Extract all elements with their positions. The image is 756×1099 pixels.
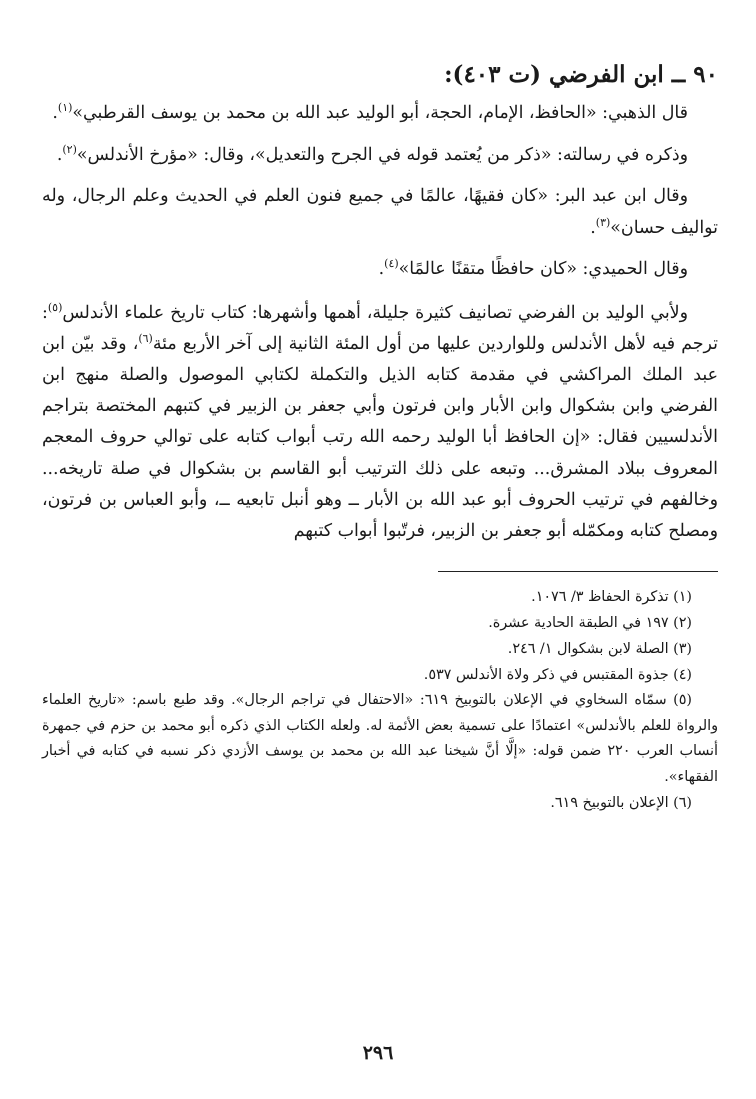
paragraph-text: : ترجم فيه لأهل الأندلس وللواردين عليها من أول المئة الثانية إلى آخر الأربع مئة (42, 302, 718, 354)
footnotes (42, 584, 718, 816)
footnote-2: (٢) ١٩٧ في الطبقة الحادية عشرة. (488, 615, 692, 632)
footnote-ref: (٣) (595, 215, 611, 229)
footnote-ref: (٦) (138, 331, 153, 345)
paragraph-text: وقال الحميدي: «كان حافظًا متقنًا عالمًا» (398, 259, 688, 279)
entry-heading: ٩٠ ــ ابن الفرضي (ت ٤٠٣): (444, 61, 718, 88)
paragraph-end: . (56, 144, 63, 165)
paragraph-end: . (378, 259, 385, 279)
footnote-ref: (٥) (47, 300, 63, 314)
footnote-ref: (٤) (384, 257, 399, 271)
paragraph-works (42, 298, 718, 548)
paragraph-end: . (52, 103, 58, 123)
paragraph-humaydi (42, 254, 718, 286)
paragraph-text: وقال ابن عبد البر: «كان فقيهًا، عالمًا في جميع فنون العلم في الحديث وعلم الرجال، وله تواليف حسان» (42, 186, 718, 238)
paragraph-ibn-abd-albarr (42, 181, 718, 244)
footnote-ref: (١) (57, 101, 73, 115)
paragraph-end: . (590, 217, 596, 238)
paragraph-text: وذكره في رسالته: «ذكر من يُعتمد قوله في الجرح والتعديل»، وقال: «مؤرخ الأندلس» (76, 144, 688, 165)
footnote-5: (٥) سمّاه السخاوي في الإعلان بالتوبيخ ٦١٩: «الاحتفال في تراجم الرجال». وقد طبع باسم: «تاريخ العلماء والرواة للعلم بالأندلس» اعتمادًا على تسمية بعض الأئمة له. ولعله الكتاب الذي ذكره أبو محمد بن حزم في جمهرة أنساب العرب ٢٢٠ ضمن قوله: «إلَّا أنَّ شيخنا عبد الله بن محمد بن يوسف الأزدي ذكر نسبه في كتابه في أخبار الفقهاء». (42, 692, 718, 785)
footnote-separator (438, 571, 718, 572)
page-number: ٢٩٦ (362, 1042, 394, 1064)
paragraph-text: قال الذهبي: «الحافظ، الإمام، الحجة، أبو الوليد عبد الله بن محمد بن يوسف القرطبي» (72, 103, 688, 123)
paragraph-text: ، وقد بيّن ابن عبد الملك المراكشي في مقدمة كتابه الذيل والتكملة لكتابي الموصول والصلة منهج ابن الفرضي وابن بشكوال وابن الأبار وابن فرتون وأبي جعفر بن الزبير في كتبهم المختصة بتراجم الأندلسيين فقال: «إن الحافظ أبا الوليد رحمه الله رتب أبواب كتابه على توالي حروف المعجم المعروف ببلاد المشرق... وتبعه على ذلك الترتيب أبو القاسم بن بشكوال في صلة تاريخه... وخالفهم في ترتيب الحروف أبو عبد الله بن الأبار ــ وهو أنبل تابعيه ــ، وأبو العباس بن فرتون، ومصلح كتابه ومكمّله أبو جعفر بن الزبير، فرتّبوا أبواب كتبهم (42, 333, 718, 541)
footnote-ref: (٢) (62, 142, 77, 156)
footnote-6: (٦) الإعلان بالتوبيخ ٦١٩. (550, 795, 692, 812)
footnote-1: (١) تذكرة الحفاظ ٣/ ١٠٧٦. (531, 589, 692, 606)
footnote-4: (٤) جذوة المقتبس في ذكر ولاة الأندلس ٥٣٧. (423, 667, 692, 684)
paragraph-risala (42, 140, 718, 172)
paragraph-text: ولأبي الوليد بن الفرضي تصانيف كثيرة جليلة، أهمها وأشهرها: كتاب تاريخ علماء الأندلس (62, 302, 688, 323)
footnote-3: (٣) الصلة لابن بشكوال ١/ ٢٤٦. (507, 641, 692, 658)
paragraph-dhahabi (42, 98, 718, 130)
